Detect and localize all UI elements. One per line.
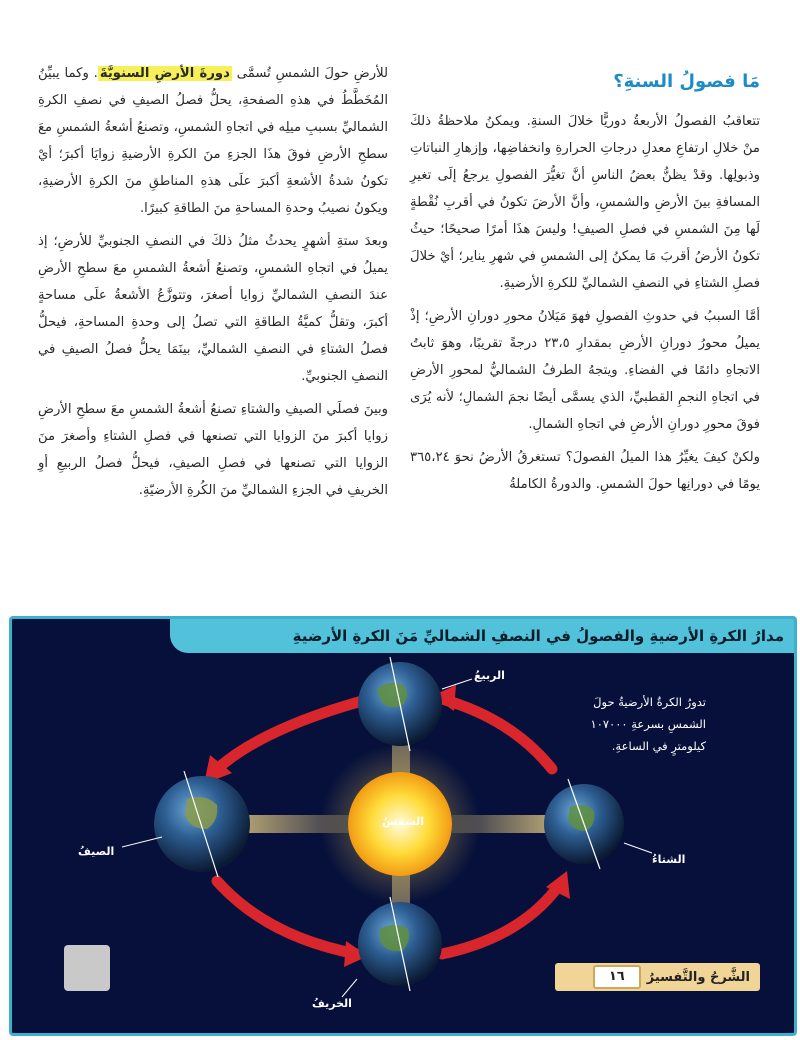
leader-line [442, 679, 472, 689]
highlighted-term: دورةَ الأرضِ السنويَّةَ [99, 66, 230, 81]
earth-autumn-icon [358, 897, 442, 991]
paragraph: وبينَ فصلَي الصيفِ والشتاءِ تصنعُ أشعةُ الشمسِ معَ سطحِ الأرضِ زوايا أكبرَ منَ الزوايا التي تصنعها في فصلِ الشتاءِ وأصغرَ منَ الزوايا التي تصنعها في فصلِ الصيفِ، فيحلُّ فصلُ الربيعِ أوِ الخريفِ في الجزءِ الشماليِّ منَ الكُرةِ الأرضيّةِ. [38, 402, 388, 498]
earth-spring-icon [358, 657, 442, 751]
paragraph: تتعاقبُ الفصولُ الأربعةُ دوريًّا خلالَ السنةِ. ويمكنُ ملاحظةُ ذلكَ منْ خلالِ ارتفاعِ معدلِ درجاتِ الحرارةِ وانخفاضِها، وإزهارِ النباتاتِ وذبولِها. وقدْ يظنُّ بعضُ الناسِ أنَّ تغيُّرَ الفصولِ يرجعُ إلَى تغيرِ المسافةِ بينَ الأرضِ والشمسِ، وأنَّ الأرضَ تكونُ في أقربِ نُقْطةٍ لَها مِنَ الشمسِ في فصلِ الصيفِ! وليسَ هذَا أمرًا صحيحًا؛ حيثُ تكونُ الأرضُ أقربَ مَا يمكنُ إلى الشمسِ في شهرِ يناير؛ أيْ خلالَ فصلِ الشتاءِ في النصفِ الشماليِّ للكرةِ الأرضيةِ. [410, 114, 760, 291]
section-label: الشَّرحُ والتَّفسيرُ [646, 969, 750, 985]
orbit-arrow [442, 699, 552, 769]
section-footer-tab [555, 963, 760, 991]
paragraph-text: للأرضِ حولَ الشمسِ تُسمَّى [231, 66, 388, 81]
earth-summer-icon [154, 771, 250, 877]
orbit-arrow [442, 884, 560, 954]
autumn-label: الخريفُ [312, 997, 352, 1010]
figure-frame [9, 616, 797, 1036]
summer-label: الصيفُ [78, 845, 115, 858]
section-heading: مَا فصولُ السنةِ؟ [613, 71, 760, 92]
winter-label: الشتاءُ [652, 853, 686, 866]
paragraph-text: . وكما يبيِّنُ المُخَطَّطُ في هذهِ الصفحةِ، يحلُّ فصلُ الصيفِ في نصفِ الكرةِ الشماليِّ بسببِ ميلِه في اتجاهِ الشمسِ، وتصنعُ أشعةُ الشمسِ معَ سطحِ الأرضِ فوقَ هذَا الجزءِ منَ الكرةِ الأرضيةِ زوايَا أكبرَ؛ أيْ تكونُ شدةُ الأشعةِ أكبرَ علَى هذهِ المناطقِ منَ الكرةِ الأرضيةِ، ويكونُ نصيبُ وحدةِ المساحةِ منَ الطاقةِ كبيرًا. [38, 66, 388, 216]
page-number: ١٦ [593, 965, 641, 989]
leader-line [624, 843, 652, 853]
spring-label: الربيعُ [474, 669, 505, 682]
leader-line [122, 837, 162, 847]
leader-line [342, 979, 357, 997]
paragraph [38, 60, 388, 222]
earth-orbit-figure [5, 616, 795, 1036]
publisher-logo-icon [64, 945, 110, 991]
paragraph: وبعدَ ستةِ أشهرٍ يحدثُ مثلُ ذلكَ في النصفِ الجنوبيِّ للأرضِ؛ إذ يميلُ في اتجاهِ الشمسِ، وتصنعُ أشعةُ الشمسِ معَ سطحِ الأرضِ عندَ النصفِ الشماليِّ زوايا أصغرَ، وتتوزَّعُ الأشعةُ علَى مساحةٍ أكبرَ، وتقلُّ كميَّةُ الطاقةِ التي تصلُ إلى وحدةِ المساحةِ، فيحلُّ فصلُ الشتاءِ في النصفِ الشماليِّ، بينَمَا يحلُّ فصلُ الصيفِ في النصفِ الجنوبيِّ. [38, 234, 388, 384]
paragraph: ولكنْ كيفَ يغيِّرُ هذا الميلُ الفصولَ؟ تستغرقُ الأرضُ نحوَ ٣٦٥،٢٤ يومًا في دورانِها حولَ الشمسِ. والدورةُ الكاملةُ [410, 450, 760, 492]
orbit-arrow [217, 701, 362, 769]
right-text-column [410, 60, 760, 504]
paragraph: أمَّا السببُ في حدوثِ الفصولِ فهوَ مَيَلانُ محورِ دورانِ الأرضِ؛ إذْ يميلُ محورُ دورانِ الأرضِ بمقدارِ ٢٣،٥ درجةً تقريبًا، وهوَ ثابتُ الاتجاهِ دائمًا في الفضاءِ. ويتجهُ الطرفُ الشماليُّ لمحورِ الأرضِ في اتجاهِ النجمِ القطبيِّ، الذي يسمَّى أيضًا نجمَ الشمالِ؛ لأنه يُرَى فوقَ محورِ دورانِ الأرضِ في اتجاهِ الشمالِ. [410, 309, 761, 432]
orbit-arrow [217, 881, 357, 954]
sun-label: الشمسُ [382, 815, 425, 828]
figure-title: مدارُ الكرةِ الأرضيةِ والفصولُ في النصفِ الشماليِّ مَنَ الكرةِ الأرضيةِ [170, 619, 797, 653]
left-text-column [38, 60, 388, 510]
earth-winter-icon [544, 779, 624, 869]
figure-caption: تدورُ الكرةُ الأرضيةُ حولَ الشمسِ بسرعةِ ١٠٧٠٠٠ كيلومترٍ في الساعةِ. [590, 695, 706, 753]
